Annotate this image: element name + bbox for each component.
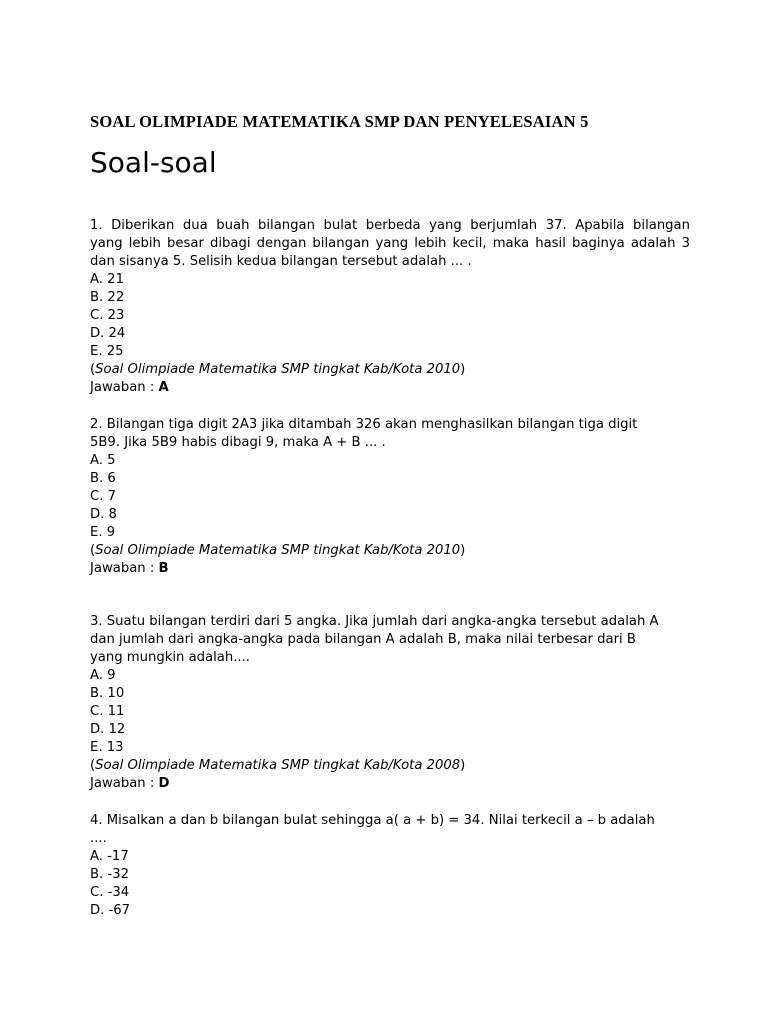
option: C. 7: [90, 489, 116, 504]
question-1-source: [90, 361, 690, 379]
option: C. 11: [90, 704, 125, 719]
question-2: [90, 416, 690, 578]
source-open: (: [90, 543, 96, 558]
option: D. -67: [90, 903, 131, 918]
source-text: Soal Olimpiade Matematika SMP tingkat Kab/Kota 2008: [95, 758, 461, 773]
question-1-line-2: yang lebih besar dibagi dengan bilangan yang lebih kecil, maka hasil baginya adalah 3: [90, 236, 690, 251]
option: E. 9: [90, 525, 116, 540]
source-close: ): [460, 543, 466, 558]
question-3: [90, 613, 690, 793]
question-3-source: [90, 757, 690, 775]
question-4-line-1: 4. Misalkan a dan b bilangan bulat sehingga a( a + b) = 34. Nilai terkecil a – b adalah: [90, 813, 655, 828]
question-1-line-3: dan sisanya 5. Selisih kedua bilangan tersebut adalah ... .: [90, 254, 472, 269]
question-1-options: [90, 271, 690, 361]
option: B. 10: [90, 686, 125, 701]
source-text: Soal Olimpiade Matematika SMP tingkat Kab/Kota 2010: [95, 362, 461, 377]
source-text: Soal Olimpiade Matematika SMP tingkat Kab/Kota 2010: [95, 543, 461, 558]
question-3-line-3: yang mungkin adalah....: [90, 650, 250, 665]
source-open: (: [90, 758, 96, 773]
question-3-options: [90, 667, 690, 757]
question-3-line-1: 3. Suatu bilangan terdiri dari 5 angka. Jika jumlah dari angka-angka tersebut adalah A: [90, 614, 659, 629]
question-2-line-2: 5B9. Jika 5B9 habis dibagi 9, maka A + B ... .: [90, 435, 386, 450]
question-2-source: [90, 542, 690, 560]
question-3-answer: [90, 775, 690, 793]
option: A. 21: [90, 272, 124, 287]
option: B. 6: [90, 471, 116, 486]
question-1-line-1: 1. Diberikan dua buah bilangan bulat berbeda yang berjumlah 37. Apabila bilangan: [90, 218, 690, 233]
answer-label: Jawaban :: [90, 561, 159, 576]
question-2-options: [90, 452, 690, 542]
option: A. 5: [90, 453, 116, 468]
answer-value: D: [158, 776, 170, 791]
option: C. 23: [90, 308, 125, 323]
question-1-answer: [90, 379, 690, 397]
question-3-line-2: dan jumlah dari angka-angka pada bilangan A adalah B, maka nilai terbesar dari B: [90, 632, 636, 647]
option: D. 8: [90, 507, 117, 522]
option: E. 25: [90, 344, 124, 359]
option: C. -34: [90, 885, 130, 900]
question-4-line-2: ....: [90, 831, 107, 846]
document-title: SOAL OLIMPIADE MATEMATIKA SMP DAN PENYELESAIAN 5: [90, 112, 589, 131]
question-4: [90, 812, 690, 920]
option: A. 9: [90, 668, 116, 683]
question-4-options: [90, 848, 690, 920]
option: D. 12: [90, 722, 126, 737]
option: E. 13: [90, 740, 124, 755]
option: A. -17: [90, 849, 129, 864]
section-heading: Soal-soal: [90, 146, 217, 179]
source-close: ): [460, 758, 466, 773]
source-open: (: [90, 362, 96, 377]
source-close: ): [460, 362, 466, 377]
answer-value: A: [158, 380, 169, 395]
answer-value: B: [158, 561, 169, 576]
question-2-answer: [90, 560, 690, 578]
answer-label: Jawaban :: [90, 380, 159, 395]
option: B. 22: [90, 290, 125, 305]
option: B. -32: [90, 867, 129, 882]
question-2-line-1: 2. Bilangan tiga digit 2A3 jika ditambah 326 akan menghasilkan bilangan tiga digit: [90, 417, 638, 432]
answer-label: Jawaban :: [90, 776, 159, 791]
question-1: [90, 217, 690, 397]
option: D. 24: [90, 326, 126, 341]
